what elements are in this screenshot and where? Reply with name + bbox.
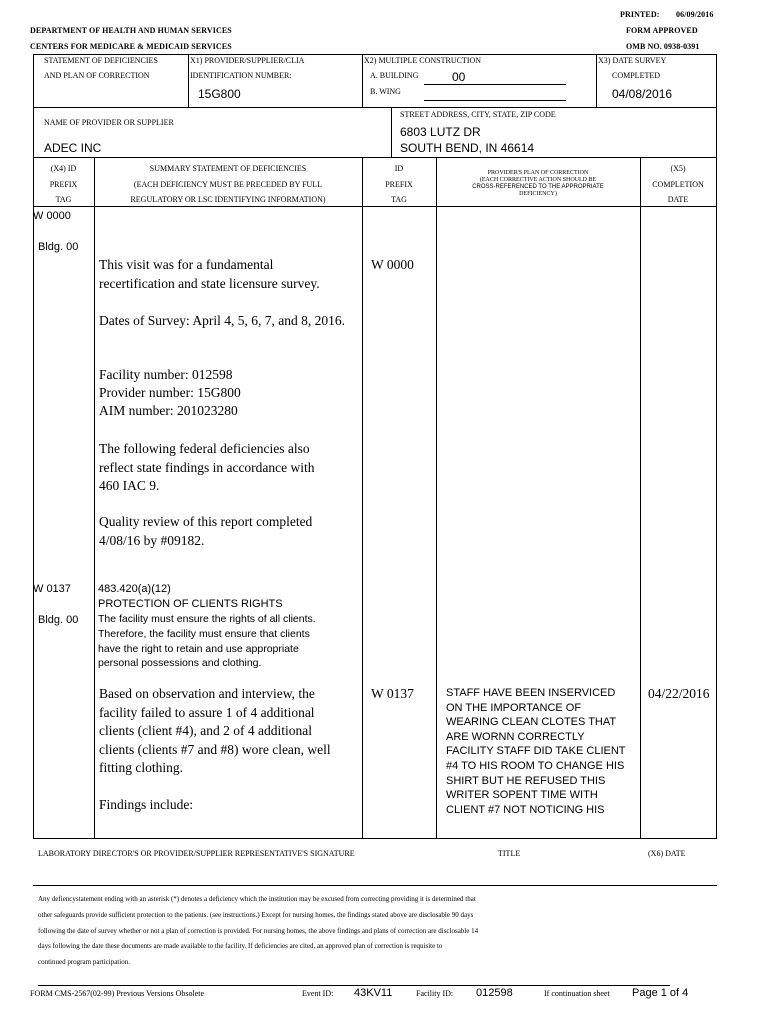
omb-number: OMB NO. 0938-0391	[626, 42, 700, 51]
continuation-label: If continuation sheet	[544, 989, 610, 998]
findings-include: Findings include:	[99, 797, 194, 812]
id-header-2: PREFIX	[385, 180, 413, 189]
footnote-line-2: other safeguards provide sufficient protection to the patients. (see instructions.) Except for nursing homes, the findings stated above are disclosable 90 days	[38, 911, 474, 919]
provider-number: Provider number: 15G800	[99, 385, 241, 400]
footnote-line-5: continued program participation.	[38, 958, 130, 966]
finding-statement: Based on observation and interview, the facility failed to assure 1 of 4 additional clients (client #4), and 2 of 4 additional clients (clients #7 and #8) wore clean, well fitting clothing.	[99, 686, 331, 775]
bldg-label-2: Bldg. 00	[38, 614, 79, 626]
statement-label: STATEMENT OF DEFICIENCIES	[44, 56, 158, 65]
x4-header-2: PREFIX	[49, 180, 78, 189]
plan-header-3: CROSS-REFERENCED TO THE APPROPRIATE	[472, 184, 604, 190]
signature-underline	[33, 885, 717, 886]
facility-number: Facility number: 012598	[99, 367, 233, 382]
centers-title: CENTERS FOR MEDICARE & MEDICAID SERVICES	[30, 42, 232, 51]
provider-name-label: NAME OF PROVIDER OR SUPPLIER	[44, 118, 174, 127]
completion-date: 04/22/2016	[648, 686, 710, 701]
building-label: A. BUILDING	[370, 71, 419, 80]
wing-underline	[424, 100, 566, 101]
regulation-number: 483.420(a)(12)	[98, 583, 171, 595]
form-approved: FORM APPROVED	[626, 26, 698, 35]
address-city: SOUTH BEND, IN 46614	[400, 141, 535, 155]
survey-intro: This visit was for a fundamental recertification and state licensure survey.	[99, 257, 320, 291]
bldg-label-1: Bldg. 00	[38, 241, 79, 253]
summary-header-2: (EACH DEFICIENCY MUST BE PRECEDED BY FULL	[133, 180, 323, 189]
regulation-title: PROTECTION OF CLIENTS RIGHTS	[98, 598, 283, 610]
x4-header-3: TAG	[55, 195, 72, 204]
printed-label: PRINTED:	[620, 10, 660, 19]
footnote-line-1: Any defiencystatement ending with an asterisk (*) denotes a deficiency which the institution may be excused from correcting providing it is determined that	[38, 895, 476, 903]
footer-rule	[38, 985, 670, 986]
building-value: 00	[452, 70, 466, 84]
x1-label: X1) PROVIDER/SUPPLIER/CLIA	[190, 56, 305, 65]
facility-id-value: 012598	[476, 987, 513, 999]
x5-header-1: (X5)	[670, 164, 686, 173]
plan-header-4: DEFICIENCY)	[519, 191, 557, 197]
x5-header-3: DATE	[667, 195, 689, 204]
completed-label: COMPLETED	[612, 71, 660, 80]
plan-label: AND PLAN OF CORRECTION	[44, 71, 150, 80]
federal-deficiencies-note: The following federal deficiencies also reflect state findings in accordance with 460 IAC 9.	[99, 441, 315, 493]
wing-label: B. WING	[370, 87, 401, 96]
plan-header-1: PROVIDER'S PLAN OF CORRECTION	[487, 170, 589, 176]
tag-w0000-right: W 0000	[371, 257, 414, 272]
x5-header-2: COMPLETION	[652, 180, 704, 189]
department-title: DEPARTMENT OF HEALTH AND HUMAN SERVICES	[30, 26, 232, 35]
x4-header-1: (X4) ID	[50, 164, 77, 173]
summary-header-3: REGULATORY OR LSC IDENTIFYING INFORMATION)	[130, 195, 326, 204]
footnote-line-4: days following the date these documents are made available to the facility. If deficiencies are cited, an approved plan of correction is requisite to	[38, 942, 443, 950]
provider-id-value: 15G800	[198, 87, 241, 101]
id-header-3: TAG	[391, 195, 407, 204]
survey-dates: Dates of Survey: April 4, 5, 6, 7, and 8, 2016.	[99, 313, 345, 328]
title-label: TITLE	[498, 849, 521, 858]
x6-date-label: (X6) DATE	[648, 849, 686, 858]
x3-label: X3) DATE SURVEY	[598, 56, 667, 65]
footnote-line-3: following the date of survey whether or not a plan of correction is provided. For nursing homes, the above findings and plans of correction are disclosable 14	[38, 927, 479, 935]
tag-w0137: W 0137	[33, 583, 71, 595]
printed-date: 06/09/2016	[676, 10, 714, 19]
tag-w0137-right: W 0137	[371, 686, 414, 701]
building-underline	[424, 84, 566, 85]
tag-w0000: W 0000	[33, 210, 71, 222]
address-street: 6803 LUTZ DR	[400, 125, 481, 139]
event-id-label: Event ID:	[302, 989, 334, 998]
event-id-value: 43KV11	[354, 987, 393, 999]
identification-label: IDENTIFICATION NUMBER:	[190, 71, 292, 80]
page-number: Page 1 of 4	[632, 987, 689, 999]
provider-name: ADEC INC	[44, 141, 102, 155]
x2-label: X2) MULTIPLE CONSTRUCTION	[364, 56, 482, 65]
form-number: FORM CMS-2567(02-99) Previous Versions Obsolete	[30, 989, 205, 998]
signature-label: LABORATORY DIRECTOR'S OR PROVIDER/SUPPLIER REPRESENTATIVE'S SIGNATURE	[38, 849, 355, 858]
regulation-text: The facility must ensure the rights of all clients. Therefore, the facility must ensure that clients have the right to retain and use appropriate personal possessions and clothing.	[98, 613, 316, 670]
plan-header-2: (EACH CORRECTIVE ACTION SHOULD BE	[479, 177, 597, 183]
quality-review-note: Quality review of this report completed 4/08/16 by #09182.	[99, 514, 313, 548]
id-header-1: ID	[394, 164, 404, 173]
summary-header-1: SUMMARY STATEMENT OF DEFICIENCIES	[149, 164, 307, 173]
survey-date-value: 04/08/2016	[612, 87, 673, 101]
facility-id-label: Facility ID:	[416, 989, 454, 998]
aim-number: AIM number: 201023280	[99, 403, 238, 418]
plan-of-correction: STAFF HAVE BEEN INSERVICED ON THE IMPORTANCE OF WEARING CLEAN CLOTES THAT ARE WORNN CORRECTLY FACILITY STAFF DID TAKE CLIENT #4 TO HIS ROOM TO CHANGE HIS SHIRT BUT HE REFUSED THIS WRITER SOPENT TIME WITH CLIENT #7 NOT NOTICING HIS	[446, 687, 626, 816]
address-label: STREET ADDRESS, CITY, STATE, ZIP CODE	[400, 110, 556, 119]
